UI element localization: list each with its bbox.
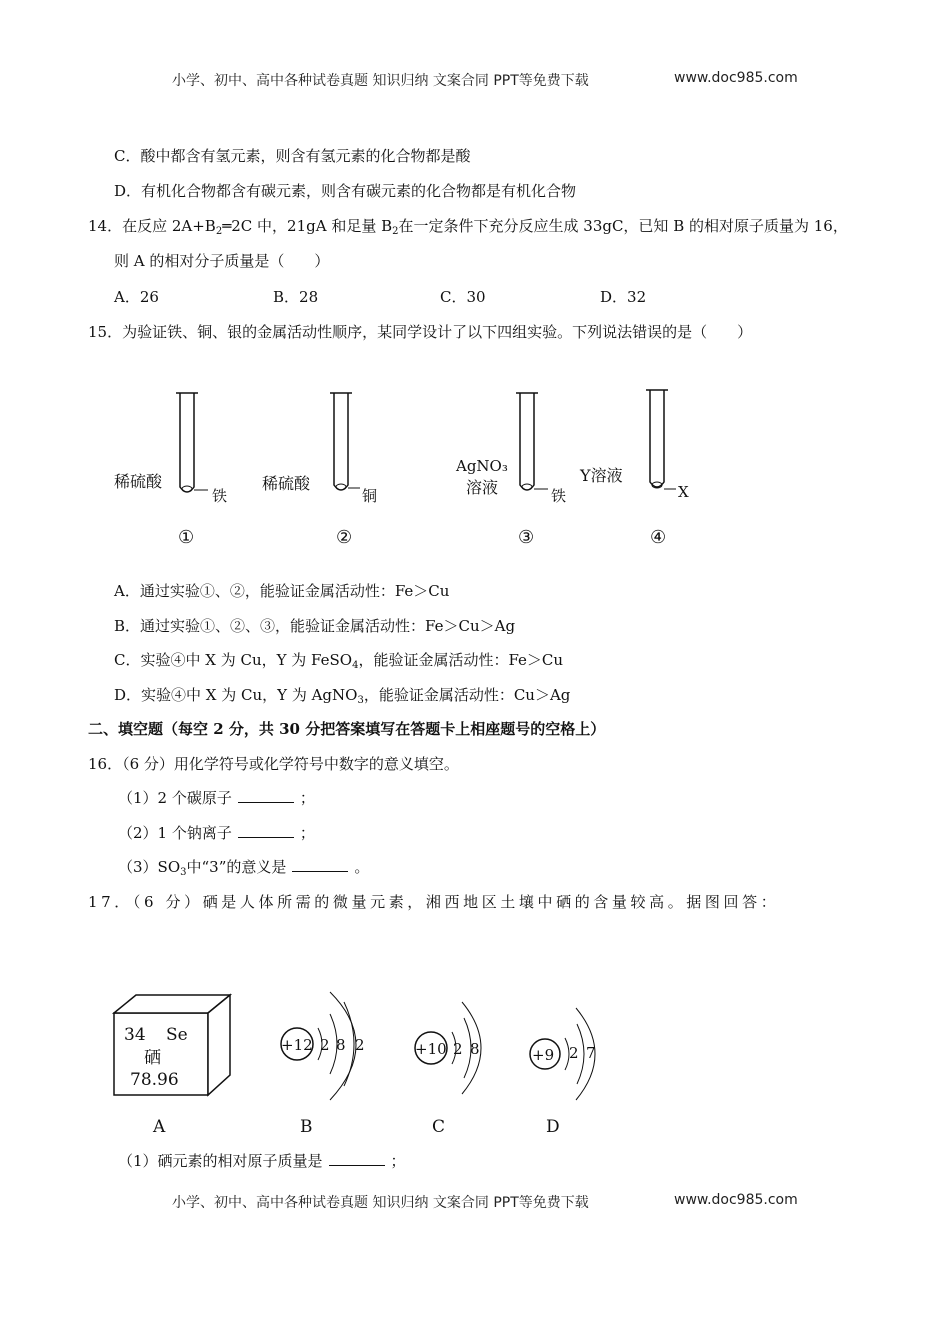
tube2-solution-label: 稀硫酸 — [262, 474, 311, 493]
test-tube-3 — [455, 393, 566, 548]
footer-text: 小学、初中、高中各种试卷真题 知识归纳 文案合同 PPT等免费下载 — [172, 1195, 589, 1211]
tube3-number: ③ — [518, 527, 535, 548]
tube4-number: ④ — [650, 527, 667, 548]
test-tube-4 — [579, 390, 689, 548]
figure-label-d: D — [546, 1117, 560, 1137]
answer-blank[interactable] — [238, 823, 294, 838]
atom-diagram-d — [530, 1008, 596, 1100]
q15-stem: 15．为验证铁、铜、银的金属活动性顺序，某同学设计了以下四组实验。下列说法错误的是（ ） — [88, 323, 753, 341]
q13-option-c: C．酸中都含有氢元素，则含有氢元素的化合物都是酸 — [114, 147, 471, 165]
section-2-title: 二、填空题（每空 2 分，共 30 分把答案填写在答题卡上相座题号的空格上） — [88, 720, 606, 738]
element-name: 硒 — [144, 1048, 161, 1068]
q14-stem-line2: 则 A 的相对分子质量是（ ） — [114, 252, 330, 270]
q14-option-d: D．32 — [600, 288, 647, 306]
figure-label-b: B — [300, 1117, 313, 1137]
element-cell-selenium — [114, 995, 230, 1095]
tube2-metal-label: 铜 — [362, 487, 378, 505]
atom-diagram-c — [415, 1002, 481, 1094]
q15-option-c: C．实验④中 X 为 Cu，Y 为 FeSO$_4$，能验证金属活动性：Fe＞Cu — [114, 651, 564, 671]
nucleus-d: +9 — [532, 1046, 555, 1064]
q16-part-2: （2）1 个钠离子 ； — [118, 824, 315, 842]
q17-stem: 17．（6 分）硒是人体所需的微量元素，湘西地区土壤中硒的含量较高。据图回答： — [88, 893, 780, 911]
answer-blank[interactable] — [238, 788, 294, 803]
shell-d-1: 2 — [569, 1044, 579, 1062]
q14-option-a: A．26 — [114, 288, 159, 306]
atomic-mass: 78.96 — [130, 1070, 179, 1090]
q14-stem: 14．在反应 $2A+B_2═2C$ 中，21gA 和足量 $B_2$在一定条件下充分反应生成 33gC，已知 B 的相对原子质量为 16， — [88, 217, 848, 237]
footer-url: www.doc985.com — [674, 1192, 798, 1208]
figure-label-c: C — [432, 1117, 446, 1137]
tube4-solution-label: Y溶液 — [580, 466, 623, 485]
tube2-number: ② — [336, 527, 353, 548]
q17-part-1: （1）硒元素的相对原子质量是 ； — [118, 1152, 406, 1170]
tube3-solution-label-2: 溶液 — [466, 478, 499, 497]
q14-option-c: C．30 — [440, 288, 486, 306]
q17-atom-figure — [100, 978, 620, 1143]
test-tube-2 — [262, 393, 377, 548]
q16-part-1: （1）2 个碳原子 ； — [118, 789, 315, 807]
tube1-number: ① — [178, 527, 195, 548]
shell-b-3: 2 — [355, 1036, 365, 1054]
shell-c-2: 8 — [470, 1040, 480, 1058]
answer-blank[interactable] — [329, 1151, 385, 1166]
element-symbol: Se — [166, 1025, 188, 1045]
shell-b-2: 8 — [336, 1036, 346, 1054]
q15-option-b: B．通过实验①、②、③，能验证金属活动性：Fe＞Cu＞Ag — [114, 617, 516, 635]
q16-part-3: $(3)SO_3$中“3”的意义是 。 — [118, 858, 370, 878]
header-text: 小学、初中、高中各种试卷真题 知识归纳 文案合同 PPT等免费下载 — [172, 73, 589, 89]
q15-option-d: D．实验④中 X 为 Cu，Y 为 AgNO$_3$，能验证金属活动性：Cu＞Ag — [114, 686, 571, 706]
q16-stem: 16．（6 分）用化学符号或化学符号中数字的意义填空。 — [88, 755, 459, 773]
q14-option-b: B．28 — [273, 288, 319, 306]
q15-option-a: A．通过实验①、②，能验证金属活动性：Fe＞Cu — [114, 582, 450, 600]
test-tube-1 — [114, 393, 227, 548]
atomic-number: 34 — [124, 1025, 146, 1045]
figure-label-a: A — [153, 1117, 166, 1137]
atom-diagram-b — [281, 992, 365, 1100]
tube1-metal-label: 铁 — [212, 487, 228, 505]
q15-experiment-figure — [100, 385, 720, 555]
tube3-solution-label-1: AgNO₃ — [456, 457, 508, 475]
tube3-metal-label: 铁 — [551, 487, 567, 505]
answer-blank[interactable] — [292, 857, 348, 872]
header-url: www.doc985.com — [674, 70, 798, 86]
shell-c-1: 2 — [453, 1040, 463, 1058]
q13-option-d: D．有机化合物都含有碳元素，则含有碳元素的化合物都是有机化合物 — [114, 182, 577, 200]
tube4-metal-label: X — [678, 483, 689, 501]
shell-d-2: 7 — [586, 1044, 596, 1062]
nucleus-c: +10 — [415, 1040, 447, 1058]
shell-b-1: 2 — [320, 1036, 330, 1054]
tube1-solution-label: 稀硫酸 — [114, 472, 163, 491]
nucleus-b: +12 — [281, 1036, 313, 1054]
